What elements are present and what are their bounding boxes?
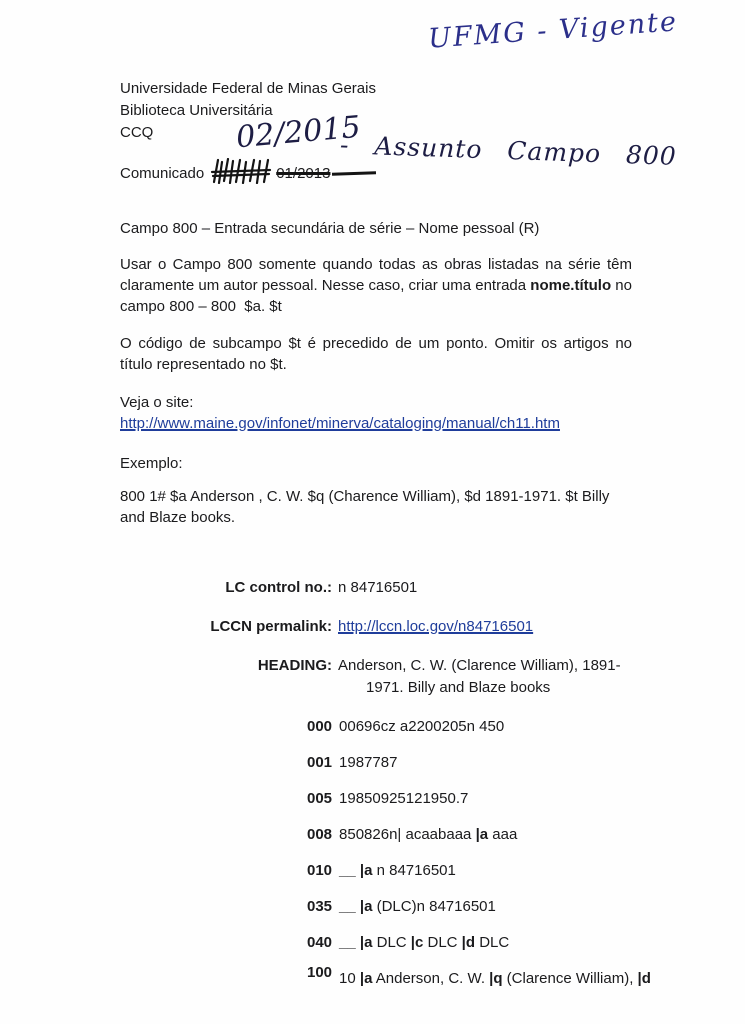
field-title: Campo 800 – Entrada secundária de série – Nome pessoal (R): [120, 220, 540, 237]
example-marc-line: 800 1# $a Anderson , C. W. $q (Charence William), $d 1891-1971. $t Billy and Blaze books.: [120, 488, 610, 526]
site-reference-line: [120, 392, 632, 434]
strike-extension-line: [332, 171, 376, 176]
handwritten-subject-note: - Assunto Campo 800: [339, 130, 678, 171]
marc-field-row-001: [307, 752, 632, 774]
marc-value: 10 |a Anderson, C. W. |q (Clarence William), |d: [339, 970, 651, 987]
marc-field-row-000: [307, 716, 632, 738]
marc-tag: 000: [307, 718, 333, 735]
paragraph-usage-post: no campo 800 – 800 $a. $t: [120, 277, 637, 315]
heading-label: HEADING:: [257, 657, 332, 674]
marc-tag: 035: [307, 898, 333, 915]
scribble-mark: [210, 158, 272, 191]
lc-control-label: LC control no.:: [225, 579, 332, 596]
marc-tag: 005: [307, 790, 333, 807]
maine-manual-link[interactable]: http://www.maine.gov/infonet/minerva/cataloging/manual/ch11.htm: [120, 415, 560, 432]
marc-tag: 100: [307, 964, 333, 981]
marc-tag: 010: [307, 862, 333, 879]
comunicado-label: Comunicado: [120, 165, 205, 182]
marc-field-row-040: [307, 932, 632, 954]
heading-value: Anderson, C. W. (Clarence William), 1891-1971. Billy and Blaze books: [338, 657, 621, 696]
marc-value: __ |a (DLC)n 84716501: [339, 898, 496, 915]
marc-field-row-100: [307, 964, 651, 990]
marc-value: 1987787: [339, 754, 398, 771]
marc-tag: 008: [307, 826, 333, 843]
marc-value: 850826n| acaabaaa |a aaa: [339, 826, 518, 843]
site-label: Veja o site:: [120, 394, 194, 411]
document-content: [120, 78, 651, 1004]
marc-value: 00696cz a2200205n 450: [339, 718, 505, 735]
org-dept-line: CCQ: [120, 124, 154, 141]
marc-tag: 040: [307, 934, 333, 951]
paragraph-subfield: O código de subcampo $t é precedido de um ponto. Omitir os artigos no título representado no $t.: [120, 335, 637, 373]
paragraph-usage: [120, 254, 637, 317]
org-library-line: Biblioteca Universitária: [120, 102, 273, 119]
lc-control-row: [120, 577, 632, 599]
comunicado-line: [120, 158, 632, 191]
marc-field-row-005: [307, 788, 632, 810]
comunicado-struck-number: 01/2013: [276, 165, 331, 182]
lccn-permalink-link[interactable]: http://lccn.loc.gov/n84716501: [338, 618, 534, 635]
heading-row: [120, 655, 632, 699]
lccn-permalink-label: LCCN permalink:: [210, 618, 332, 635]
marc-tag: 001: [307, 754, 333, 771]
marc-value: 19850925121950.7: [339, 790, 469, 807]
handwritten-note-topright: UFMG - Vigente: [427, 6, 679, 55]
org-name-line: Universidade Federal de Minas Gerais: [120, 80, 376, 97]
marc-field-row-010: [307, 860, 632, 882]
lc-control-value: n 84716501: [338, 579, 418, 596]
paragraph-usage-bold: nome.título: [530, 277, 612, 294]
paragraph-usage-pre: Usar o Campo 800 somente quando todas as obras listadas na série têm claramente um autor pessoal. Nesse caso, criar uma entrada: [120, 256, 637, 294]
marc-value: __ |a DLC |c DLC |d DLC: [339, 934, 510, 951]
lc-record-block: [120, 577, 632, 699]
marc-field-row-035: [307, 896, 632, 918]
marc-record: [307, 716, 651, 990]
example-label: Exemplo:: [120, 455, 183, 472]
marc-value: __ |a n 84716501: [339, 862, 456, 879]
handwritten-date-correction: 02/2015: [234, 109, 362, 156]
marc-field-row-008: [307, 824, 632, 846]
lccn-permalink-row: [120, 616, 632, 638]
